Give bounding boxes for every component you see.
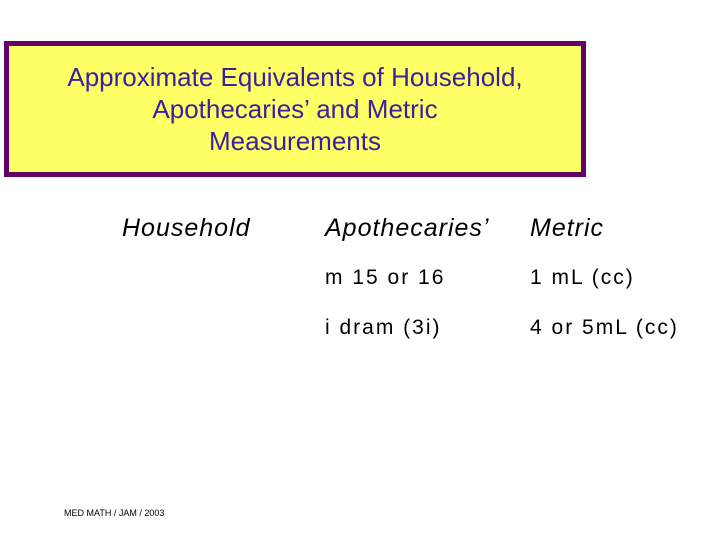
title-line-3: Measurements xyxy=(209,126,381,156)
row-1-metric: 1 mL (cc) xyxy=(530,266,635,289)
row-2-apothecaries: i dram (3i) xyxy=(325,316,442,339)
header-apothecaries: Apothecaries’ xyxy=(325,214,490,242)
title-banner xyxy=(4,41,586,177)
row-2-metric: 4 or 5mL (cc) xyxy=(530,316,679,339)
header-metric: Metric xyxy=(530,214,605,242)
row-1-apothecaries: m 15 or 16 xyxy=(325,266,446,289)
title-line-2: Apothecaries’ and Metric xyxy=(152,94,438,124)
title-line-1: Approximate Equivalents of Household, xyxy=(67,62,523,92)
footer-credit: MED MATH / JAM / 2003 xyxy=(64,508,165,518)
header-household: Household xyxy=(122,214,251,242)
